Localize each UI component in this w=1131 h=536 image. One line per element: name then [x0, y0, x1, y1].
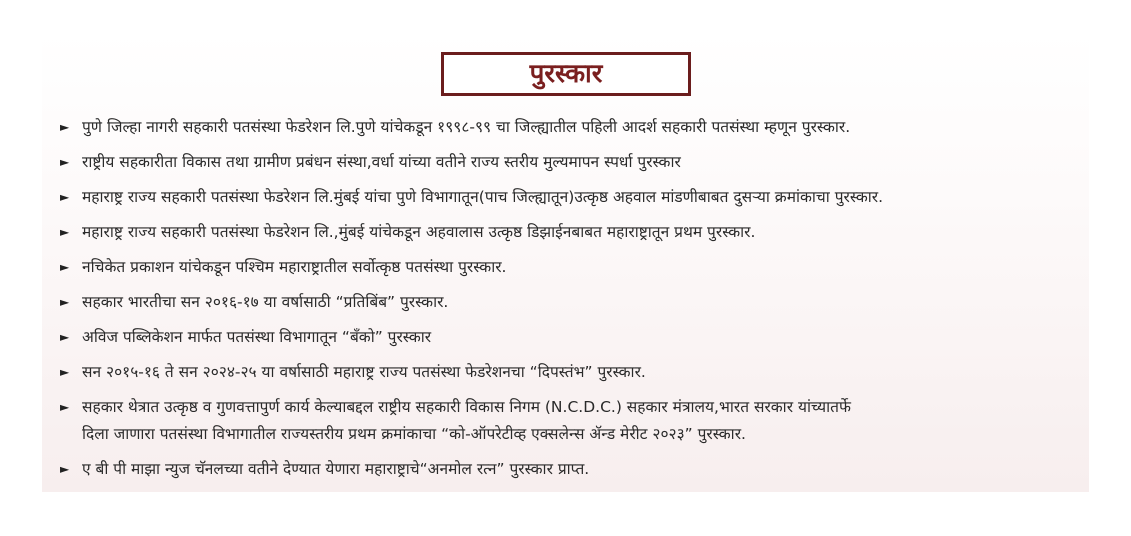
- award-item: [58, 254, 1084, 281]
- awards-list: [58, 114, 1084, 491]
- award-text: पुणे जिल्हा नागरी सहकारी पतसंस्था फेडरेशन लि.पुणे यांचेकडून १९९८-९९ चा जिल्ह्यातील पहिली आदर्श सहकारी पतसंस्था म्हणून पुरस्कार.: [82, 118, 851, 136]
- award-text: सन २०१५-१६ ते सन २०२४-२५ या वर्षासाठी महाराष्ट्र राज्य पतसंस्था फेडरेशनचा “दिपस्तंभ” पुरस्कार.: [82, 363, 646, 381]
- triangle-arrow-right-icon: ►: [60, 190, 70, 204]
- section-title: पुरस्कार: [529, 59, 603, 89]
- award-item: [58, 456, 1084, 483]
- award-text: राष्ट्रीय सहकारीता विकास तथा ग्रामीण प्रबंधन संस्था,वर्धा यांच्या वतीने राज्य स्तरीय मुल्यमापन स्पर्धा पुरस्कार: [82, 153, 681, 171]
- award-item: [58, 394, 1084, 448]
- award-item: [58, 149, 1084, 176]
- award-text: अविज पब्लिकेशन मार्फत पतसंस्था विभागातून “बँको” पुरस्कार: [82, 328, 432, 346]
- award-text-line-1: सहकार थेत्रात उत्कृष्ठ व गुणवत्तापुर्ण कार्य केल्याबद्दल राष्ट्रीय सहकारी विकास निगम (N.C.D.C.) सहकार मंत्रालय,भारत सरकार यांच्यातर्फे: [82, 398, 851, 416]
- award-item: [58, 114, 1084, 141]
- triangle-arrow-right-icon: ►: [60, 295, 70, 309]
- award-text: ए बी पी माझा न्युज चॅनलच्या वतीने देण्यात येणारा महाराष्ट्राचे“अनमोल रत्न” पुरस्कार प्राप्त.: [82, 460, 590, 478]
- award-item: [58, 324, 1084, 351]
- award-text: सहकार भारतीचा सन २०१६-१७ या वर्षासाठी “प्रतिबिंब” पुरस्कार.: [82, 293, 449, 311]
- triangle-arrow-right-icon: ►: [60, 365, 70, 379]
- triangle-arrow-right-icon: ►: [60, 225, 70, 239]
- triangle-arrow-right-icon: ►: [60, 462, 70, 476]
- section-title-box: [441, 52, 691, 96]
- award-item: [58, 359, 1084, 386]
- triangle-arrow-right-icon: ►: [60, 260, 70, 274]
- award-item: [58, 289, 1084, 316]
- triangle-arrow-right-icon: ►: [60, 155, 70, 169]
- award-text: नचिकेत प्रकाशन यांचेकडून पश्चिम महाराष्ट्रातील सर्वोत्कृष्ठ पतसंस्था पुरस्कार.: [82, 258, 507, 276]
- award-item: [58, 219, 1084, 246]
- award-text: महाराष्ट्र राज्य सहकारी पतसंस्था फेडरेशन लि.,मुंबई यांचेकडून अहवालास उत्कृष्ठ डिझाईनबाबत महाराष्ट्रातून प्रथम पुरस्कार.: [82, 223, 756, 241]
- award-text: महाराष्ट्र राज्य सहकारी पतसंस्था फेडरेशन लि.मुंबई यांचा पुणे विभागातून(पाच जिल्ह्यातून)उत्कृष्ठ अहवाल मांडणीबाबत दुसऱ्या क्रमांकाचा पुरस्कार.: [82, 188, 884, 206]
- triangle-arrow-right-icon: ►: [60, 120, 70, 134]
- triangle-arrow-right-icon: ►: [60, 330, 70, 344]
- award-text-line-2: दिला जाणारा पतसंस्था विभागातील राज्यस्तरीय प्रथम क्रमांकाचा “को-ऑपरेटीव्ह एक्सलेन्स ॲन्ड मेरीट २०२३” पुरस्कार.: [82, 425, 746, 443]
- triangle-arrow-right-icon: ►: [60, 400, 70, 414]
- award-item: [58, 184, 1084, 211]
